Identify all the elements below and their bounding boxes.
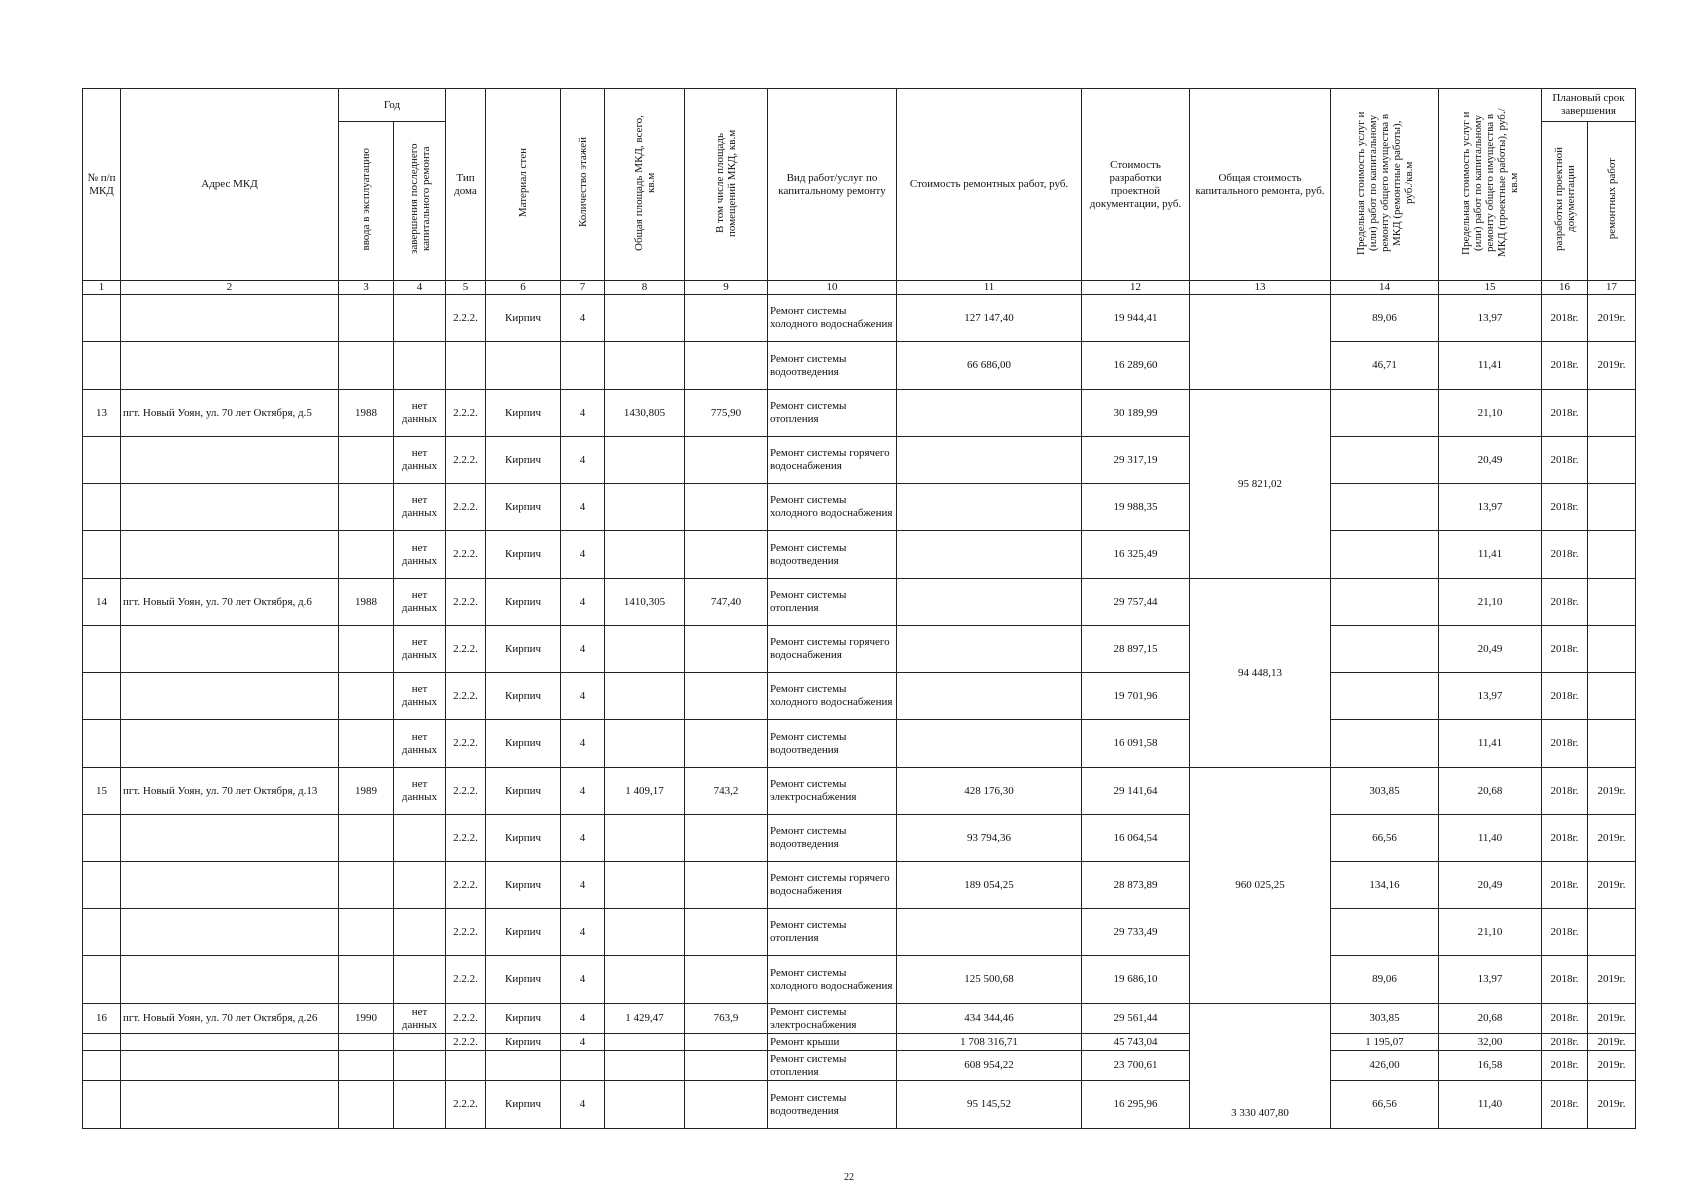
cell-limit-repair: 89,06 (1331, 295, 1439, 342)
table-row (83, 626, 1636, 673)
cell-design: 28 873,89 (1082, 862, 1190, 909)
table-row (83, 1034, 1636, 1051)
cell-limit-design: 21,10 (1439, 390, 1542, 437)
cell-design: 30 189,99 (1082, 390, 1190, 437)
cell-deadline-design: 2018г. (1542, 815, 1588, 862)
cell-work: Ремонт системы электроснабжения (768, 768, 897, 815)
table-row (83, 909, 1636, 956)
cell-wall: Кирпич (486, 1034, 561, 1051)
cell-area: 1 409,17 (605, 768, 685, 815)
header-wall-material: Материал стен (486, 89, 561, 281)
cell-wall: Кирпич (486, 815, 561, 862)
cell-limit-design: 13,97 (1439, 673, 1542, 720)
cell-limit-design: 13,97 (1439, 956, 1542, 1004)
cell-last-repair: нет данных (394, 1004, 446, 1034)
cell-wall: Кирпич (486, 531, 561, 579)
cell-type: 2.2.2. (446, 768, 486, 815)
cell-limit-design: 11,41 (1439, 342, 1542, 390)
cell-type: 2.2.2. (446, 815, 486, 862)
header-deadline: Плановый срок завершения (1542, 89, 1636, 122)
cell-work: Ремонт системы водоотведения (768, 815, 897, 862)
cell-deadline-design: 2018г. (1542, 673, 1588, 720)
cell-type: 2.2.2. (446, 956, 486, 1004)
header-year: Год (339, 89, 446, 122)
cell-design: 45 743,04 (1082, 1034, 1190, 1051)
table-row (83, 437, 1636, 484)
cell-design: 16 325,49 (1082, 531, 1190, 579)
cell-limit-design: 11,40 (1439, 1081, 1542, 1129)
header-deadline-repair: ремонтных работ (1588, 122, 1636, 281)
cell-deadline-design: 2018г. (1542, 1051, 1588, 1081)
cell-deadline-design: 2018г. (1542, 1034, 1588, 1051)
col-num: 17 (1588, 281, 1636, 295)
cell-last-repair: нет данных (394, 626, 446, 673)
cell-last-repair: нет данных (394, 437, 446, 484)
cell-design: 16 091,58 (1082, 720, 1190, 768)
cell-repair: 189 054,25 (897, 862, 1082, 909)
cell-premises: 763,9 (685, 1004, 768, 1034)
cell-repair: 127 147,40 (897, 295, 1082, 342)
cell-deadline-design: 2018г. (1542, 626, 1588, 673)
cell-repair: 428 176,30 (897, 768, 1082, 815)
cell-wall: Кирпич (486, 1081, 561, 1129)
header-address: Адрес МКД (121, 89, 339, 281)
cell-limit-repair: 1 195,07 (1331, 1034, 1439, 1051)
header-deadline-design: разработки проектной документации (1542, 122, 1588, 281)
header-floors: Количество этажей (561, 89, 605, 281)
cell-design: 29 561,44 (1082, 1004, 1190, 1034)
cell-limit-design: 11,41 (1439, 531, 1542, 579)
cell-floors: 4 (561, 484, 605, 531)
cell-limit-design: 21,10 (1439, 909, 1542, 956)
cell-limit-repair: 303,85 (1331, 1004, 1439, 1034)
cell-limit-repair: 66,56 (1331, 1081, 1439, 1129)
cell-deadline-design: 2018г. (1542, 1004, 1588, 1034)
cell-deadline-design: 2018г. (1542, 579, 1588, 626)
cell-n: 14 (83, 579, 121, 626)
cell-last-repair: нет данных (394, 390, 446, 437)
cell-deadline-repair: 2019г. (1588, 768, 1636, 815)
cell-limit-repair: 303,85 (1331, 768, 1439, 815)
cell-repair: 1 708 316,71 (897, 1034, 1082, 1051)
cell-total-cost: 3 330 407,80 (1190, 1004, 1331, 1129)
cell-work: Ремонт системы холодного водоснабжения (768, 956, 897, 1004)
capital-repair-table-sheet (82, 88, 1635, 1129)
cell-work: Ремонт крыши (768, 1034, 897, 1051)
cell-limit-design: 21,10 (1439, 579, 1542, 626)
cell-type: 2.2.2. (446, 1081, 486, 1129)
cell-deadline-design: 2018г. (1542, 437, 1588, 484)
cell-wall: Кирпич (486, 862, 561, 909)
cell-wall: Кирпич (486, 720, 561, 768)
table-row (83, 342, 1636, 390)
cell-wall: Кирпич (486, 484, 561, 531)
cell-limit-design: 13,97 (1439, 295, 1542, 342)
cell-limit-design: 13,97 (1439, 484, 1542, 531)
cell-design: 16 295,96 (1082, 1081, 1190, 1129)
col-num: 8 (605, 281, 685, 295)
header-year-last-repair: завершения последнего капитального ремонта (394, 122, 446, 281)
cell-type: 2.2.2. (446, 390, 486, 437)
cell-limit-design: 32,00 (1439, 1034, 1542, 1051)
cell-design: 19 701,96 (1082, 673, 1190, 720)
cell-work: Ремонт системы горячего водоснабжения (768, 626, 897, 673)
cell-wall: Кирпич (486, 1004, 561, 1034)
col-num: 6 (486, 281, 561, 295)
cell-address: пгт. Новый Уоян, ул. 70 лет Октября, д.5 (121, 390, 339, 437)
cell-address: пгт. Новый Уоян, ул. 70 лет Октября, д.6 (121, 579, 339, 626)
cell-area: 1430,805 (605, 390, 685, 437)
cell-deadline-repair: 2019г. (1588, 956, 1636, 1004)
cell-limit-repair: 134,16 (1331, 862, 1439, 909)
cell-limit-design: 20,68 (1439, 1004, 1542, 1034)
cell-premises: 747,40 (685, 579, 768, 626)
cell-wall: Кирпич (486, 768, 561, 815)
table-row (83, 390, 1636, 437)
cell-floors: 4 (561, 909, 605, 956)
col-num: 3 (339, 281, 394, 295)
cell-design: 29 733,49 (1082, 909, 1190, 956)
cell-work: Ремонт системы электроснабжения (768, 1004, 897, 1034)
cell-last-repair: нет данных (394, 768, 446, 815)
col-num: 12 (1082, 281, 1190, 295)
cell-type: 2.2.2. (446, 484, 486, 531)
cell-limit-design: 20,68 (1439, 768, 1542, 815)
col-num: 7 (561, 281, 605, 295)
cell-deadline-design: 2018г. (1542, 720, 1588, 768)
cell-deadline-design: 2018г. (1542, 295, 1588, 342)
cell-floors: 4 (561, 673, 605, 720)
header-work-type: Вид работ/услуг по капитальному ремонту (768, 89, 897, 281)
cell-deadline-design: 2018г. (1542, 862, 1588, 909)
col-num: 13 (1190, 281, 1331, 295)
cell-n: 15 (83, 768, 121, 815)
cell-limit-design: 11,41 (1439, 720, 1542, 768)
cell-address: пгт. Новый Уоян, ул. 70 лет Октября, д.13 (121, 768, 339, 815)
cell-type: 2.2.2. (446, 909, 486, 956)
cell-type: 2.2.2. (446, 295, 486, 342)
cell-limit-repair: 426,00 (1331, 1051, 1439, 1081)
cell-type: 2.2.2. (446, 437, 486, 484)
header-limit-repair: Предельная стоимость услуг и (или) работ по капитальному ремонту общего имущества в МКД (ремонтные работы), руб./кв.м (1331, 89, 1439, 281)
cell-total-cost: 95 821,02 (1190, 390, 1331, 579)
cell-work: Ремонт системы отопления (768, 579, 897, 626)
cell-deadline-repair: 2019г. (1588, 862, 1636, 909)
cell-deadline-repair: 2019г. (1588, 342, 1636, 390)
cell-limit-repair: 46,71 (1331, 342, 1439, 390)
cell-limit-repair: 89,06 (1331, 956, 1439, 1004)
cell-deadline-repair: 2019г. (1588, 1034, 1636, 1051)
cell-repair: 93 794,36 (897, 815, 1082, 862)
cell-work: Ремонт системы холодного водоснабжения (768, 484, 897, 531)
cell-work: Ремонт системы холодного водоснабжения (768, 673, 897, 720)
cell-work: Ремонт системы горячего водоснабжения (768, 862, 897, 909)
col-num: 11 (897, 281, 1082, 295)
header-repair-cost: Стоимость ремонтных работ, руб. (897, 89, 1082, 281)
cell-deadline-repair: 2019г. (1588, 1051, 1636, 1081)
cell-wall: Кирпич (486, 437, 561, 484)
cell-wall: Кирпич (486, 673, 561, 720)
cell-floors: 4 (561, 390, 605, 437)
cell-deadline-repair: 2019г. (1588, 1004, 1636, 1034)
cell-deadline-design: 2018г. (1542, 909, 1588, 956)
cell-deadline-repair: 2019г. (1588, 815, 1636, 862)
header-design-cost: Стоимость разработки проектной документации, руб. (1082, 89, 1190, 281)
cell-repair: 95 145,52 (897, 1081, 1082, 1129)
cell-limit-design: 20,49 (1439, 862, 1542, 909)
table-row (83, 720, 1636, 768)
cell-last-repair: нет данных (394, 579, 446, 626)
cell-floors: 4 (561, 720, 605, 768)
col-num: 16 (1542, 281, 1588, 295)
cell-design: 19 944,41 (1082, 295, 1190, 342)
cell-floors: 4 (561, 956, 605, 1004)
col-num: 5 (446, 281, 486, 295)
cell-work: Ремонт системы отопления (768, 1051, 897, 1081)
table-row (83, 956, 1636, 1004)
cell-limit-design: 20,49 (1439, 437, 1542, 484)
header-premises-area: В том числе площадь помещений МКД, кв.м (685, 89, 768, 281)
cell-floors: 4 (561, 531, 605, 579)
cell-floors: 4 (561, 295, 605, 342)
cell-deadline-design: 2018г. (1542, 342, 1588, 390)
cell-work: Ремонт системы водоотведения (768, 531, 897, 579)
cell-wall: Кирпич (486, 579, 561, 626)
cell-limit-design: 20,49 (1439, 626, 1542, 673)
col-num: 4 (394, 281, 446, 295)
cell-type: 2.2.2. (446, 673, 486, 720)
cell-design: 16 289,60 (1082, 342, 1190, 390)
cell-n: 16 (83, 1004, 121, 1034)
table-row (83, 1004, 1636, 1034)
cell-premises: 775,90 (685, 390, 768, 437)
cell-type: 2.2.2. (446, 1034, 486, 1051)
cell-year: 1988 (339, 390, 394, 437)
col-num: 14 (1331, 281, 1439, 295)
cell-deadline-design: 2018г. (1542, 484, 1588, 531)
cell-deadline-design: 2018г. (1542, 768, 1588, 815)
cell-design: 19 686,10 (1082, 956, 1190, 1004)
cell-area: 1 429,47 (605, 1004, 685, 1034)
cell-wall: Кирпич (486, 956, 561, 1004)
header-total-area: Общая площадь МКД, всего, кв.м (605, 89, 685, 281)
table-row (83, 862, 1636, 909)
col-num: 9 (685, 281, 768, 295)
table-row (83, 579, 1636, 626)
cell-design: 29 757,44 (1082, 579, 1190, 626)
cell-address: пгт. Новый Уоян, ул. 70 лет Октября, д.26 (121, 1004, 339, 1034)
cell-wall: Кирпич (486, 390, 561, 437)
cell-work: Ремонт системы горячего водоснабжения (768, 437, 897, 484)
column-number-row (83, 281, 1636, 295)
cell-deadline-repair: 2019г. (1588, 295, 1636, 342)
header-n: № п/п МКД (83, 89, 121, 281)
table-row (83, 673, 1636, 720)
col-num: 15 (1439, 281, 1542, 295)
cell-last-repair: нет данных (394, 673, 446, 720)
cell-repair: 66 686,00 (897, 342, 1082, 390)
header-limit-design: Предельная стоимость услуг и (или) работ по капитальному ремонту общего имущества в МКД (проектные работы), руб./кв.м (1439, 89, 1542, 281)
table-row (83, 531, 1636, 579)
cell-floors: 4 (561, 626, 605, 673)
col-num: 2 (121, 281, 339, 295)
cell-wall: Кирпич (486, 909, 561, 956)
cell-repair: 434 344,46 (897, 1004, 1082, 1034)
cell-work: Ремонт системы отопления (768, 390, 897, 437)
cell-floors: 4 (561, 815, 605, 862)
table-row (83, 484, 1636, 531)
cell-work: Ремонт системы водоотведения (768, 720, 897, 768)
cell-last-repair: нет данных (394, 484, 446, 531)
cell-design: 23 700,61 (1082, 1051, 1190, 1081)
cell-design: 28 897,15 (1082, 626, 1190, 673)
table-row (83, 1051, 1636, 1081)
cell-last-repair: нет данных (394, 720, 446, 768)
cell-deadline-design: 2018г. (1542, 390, 1588, 437)
cell-floors: 4 (561, 1004, 605, 1034)
cell-floors: 4 (561, 1081, 605, 1129)
cell-work: Ремонт системы водоотведения (768, 1081, 897, 1129)
cell-type: 2.2.2. (446, 626, 486, 673)
cell-type: 2.2.2. (446, 531, 486, 579)
cell-deadline-design: 2018г. (1542, 956, 1588, 1004)
cell-total-cost: 960 025,25 (1190, 768, 1331, 1004)
cell-work: Ремонт системы отопления (768, 909, 897, 956)
table-row (83, 815, 1636, 862)
cell-work: Ремонт системы холодного водоснабжения (768, 295, 897, 342)
cell-limit-design: 16,58 (1439, 1051, 1542, 1081)
cell-total-cost: 94 448,13 (1190, 579, 1331, 768)
cell-floors: 4 (561, 862, 605, 909)
cell-limit-repair: 66,56 (1331, 815, 1439, 862)
cell-repair: 608 954,22 (897, 1051, 1082, 1081)
cell-year: 1988 (339, 579, 394, 626)
capital-repair-table (82, 88, 1636, 1129)
page-number: 22 (844, 1172, 854, 1183)
cell-repair: 125 500,68 (897, 956, 1082, 1004)
cell-premises: 743,2 (685, 768, 768, 815)
cell-floors: 4 (561, 437, 605, 484)
cell-last-repair: нет данных (394, 531, 446, 579)
cell-deadline-design: 2018г. (1542, 1081, 1588, 1129)
cell-year: 1989 (339, 768, 394, 815)
cell-deadline-design: 2018г. (1542, 531, 1588, 579)
cell-design: 19 988,35 (1082, 484, 1190, 531)
cell-wall: Кирпич (486, 626, 561, 673)
cell-type: 2.2.2. (446, 720, 486, 768)
cell-design: 29 141,64 (1082, 768, 1190, 815)
header-row-1 (83, 89, 1636, 122)
table-row (83, 768, 1636, 815)
col-num: 10 (768, 281, 897, 295)
cell-limit-design: 11,40 (1439, 815, 1542, 862)
cell-floors: 4 (561, 1034, 605, 1051)
header-house-type: Тип дома (446, 89, 486, 281)
cell-floors: 4 (561, 579, 605, 626)
cell-floors: 4 (561, 768, 605, 815)
cell-year: 1990 (339, 1004, 394, 1034)
cell-design: 29 317,19 (1082, 437, 1190, 484)
cell-type: 2.2.2. (446, 862, 486, 909)
header-total-cost: Общая стоимость капитального ремонта, руб. (1190, 89, 1331, 281)
cell-deadline-repair: 2019г. (1588, 1081, 1636, 1129)
table-row (83, 295, 1636, 342)
cell-n: 13 (83, 390, 121, 437)
col-num: 1 (83, 281, 121, 295)
cell-area: 1410,305 (605, 579, 685, 626)
cell-wall: Кирпич (486, 295, 561, 342)
cell-design: 16 064,54 (1082, 815, 1190, 862)
table-row (83, 1081, 1636, 1129)
cell-type: 2.2.2. (446, 579, 486, 626)
cell-type: 2.2.2. (446, 1004, 486, 1034)
cell-work: Ремонт системы водоотведения (768, 342, 897, 390)
header-year-commission: ввода в эксплуатацию (339, 122, 394, 281)
